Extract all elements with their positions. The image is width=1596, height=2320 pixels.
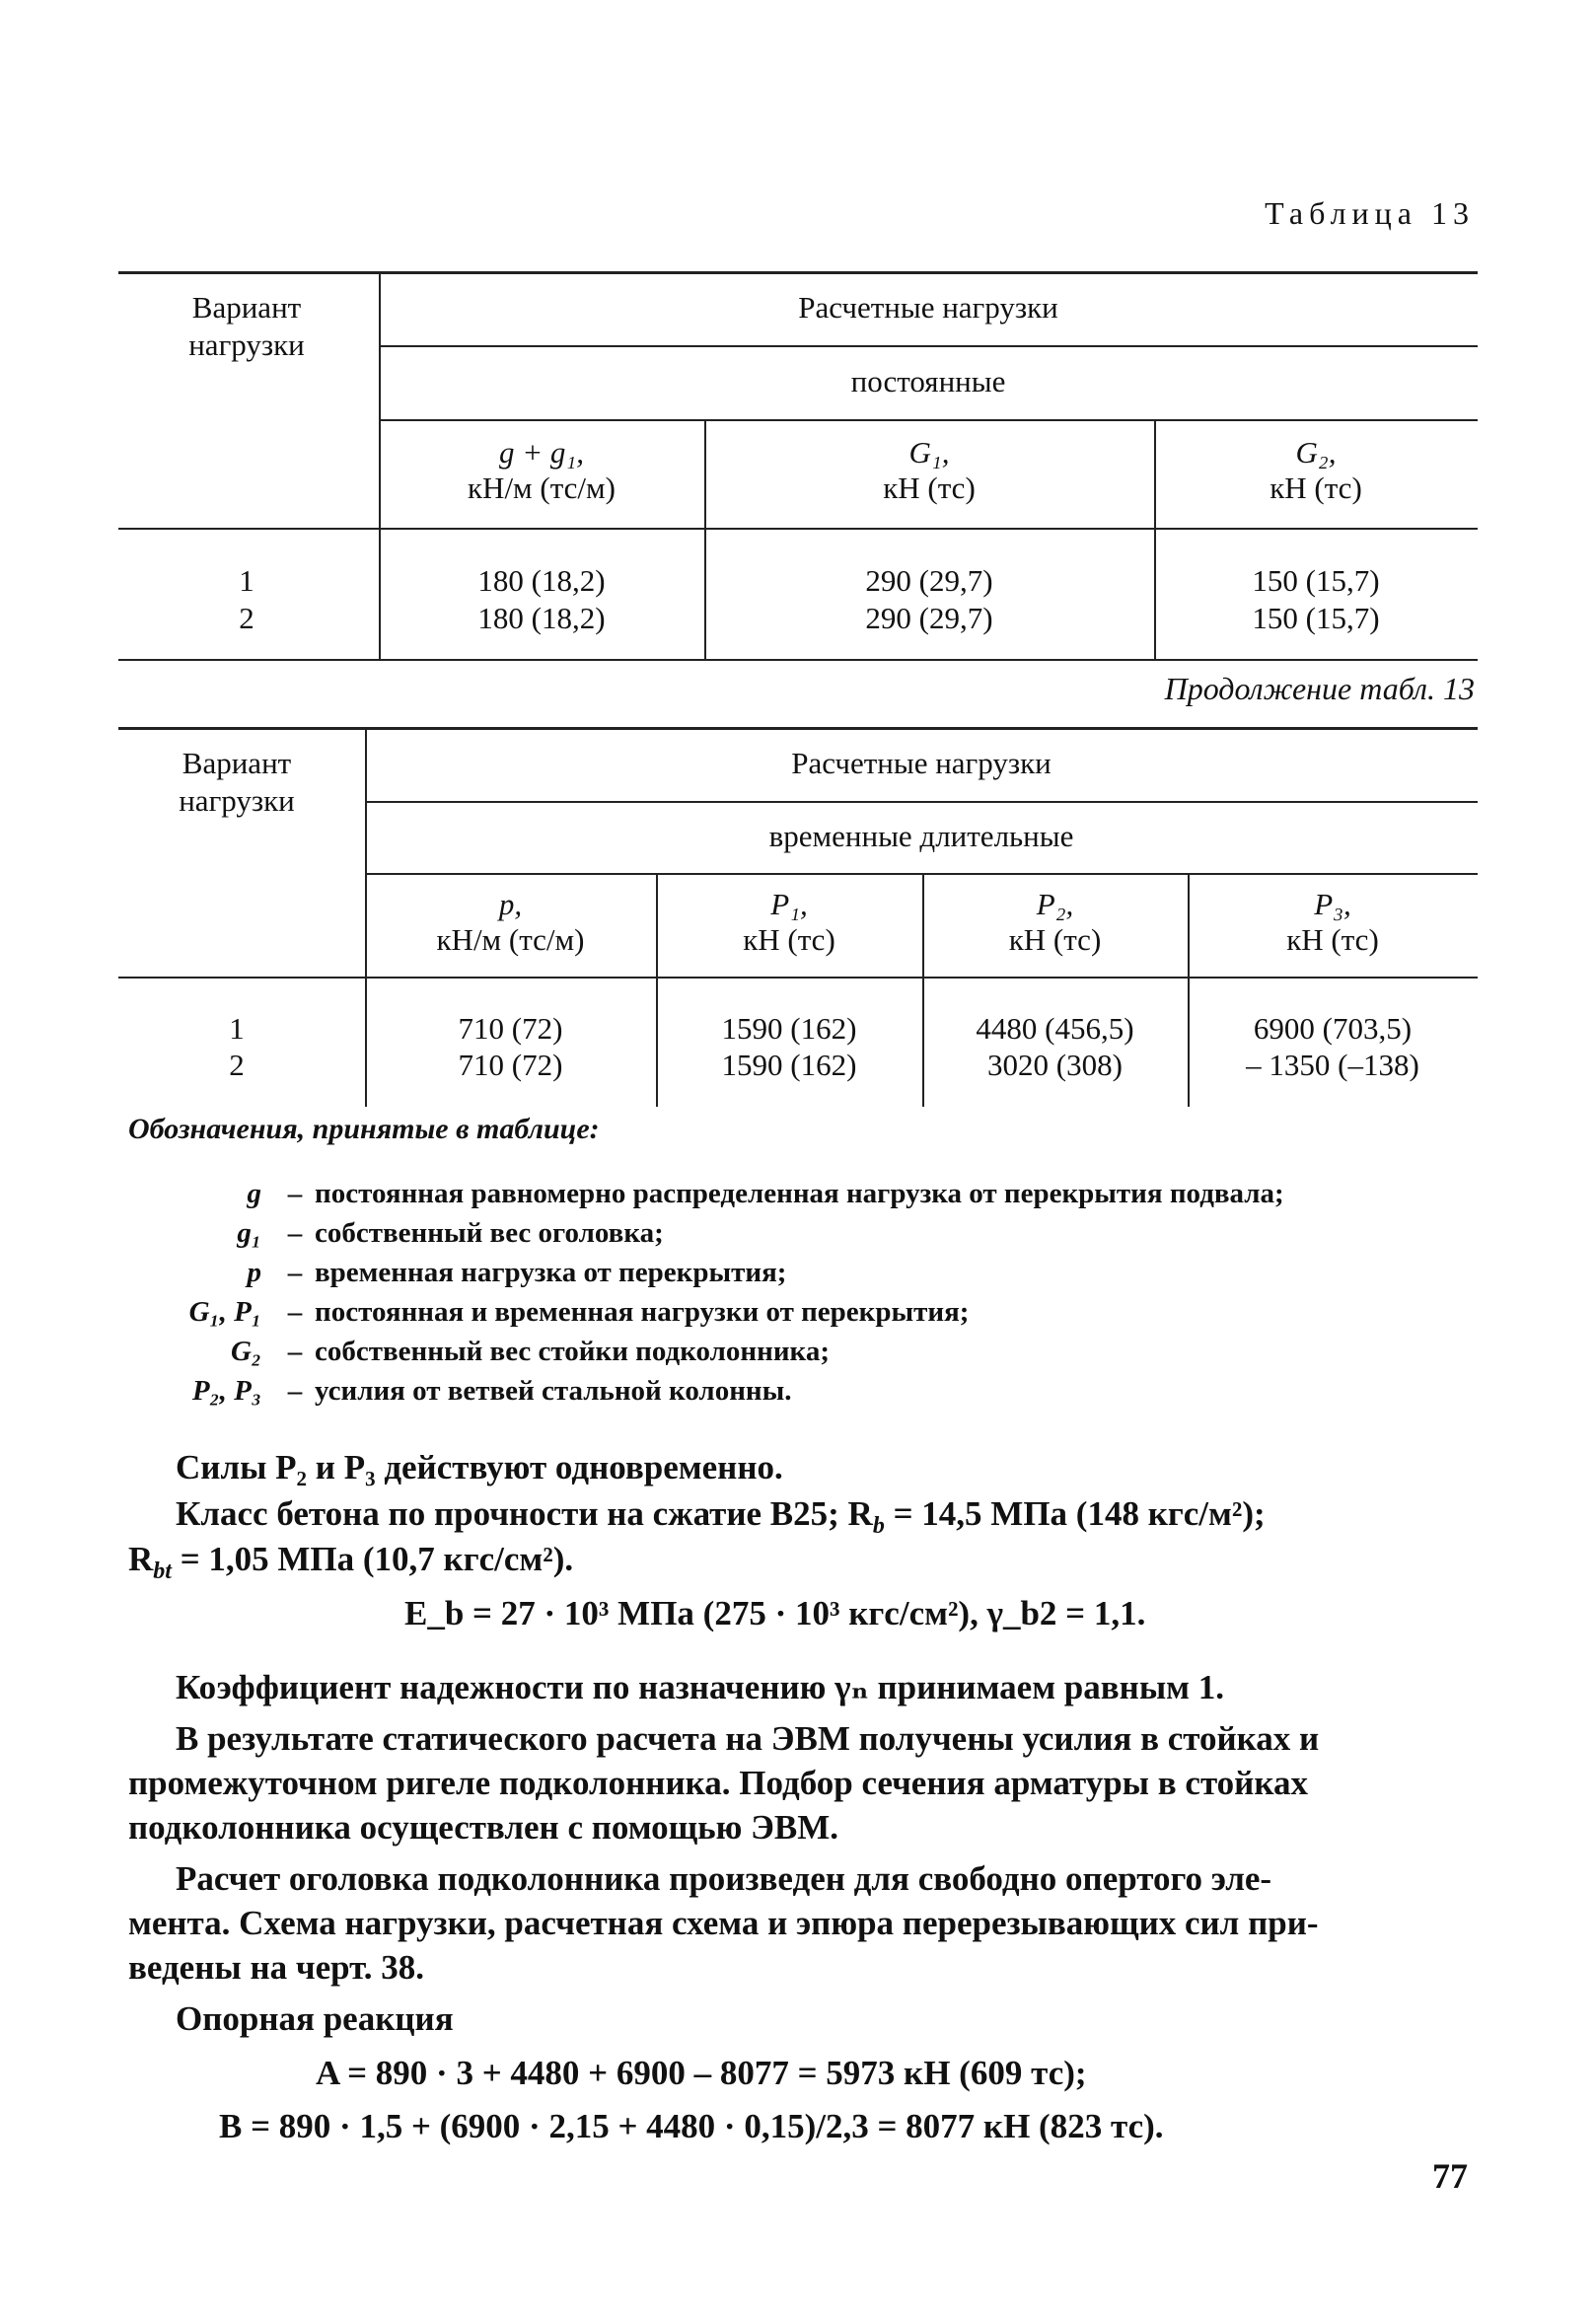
subscript: bt <box>153 1559 172 1584</box>
legend-row <box>138 1253 1284 1292</box>
legend-symbol: g <box>247 1177 261 1209</box>
table-cell: 1590 (162) <box>721 1011 857 1046</box>
table-cell: 180 (18,2) <box>477 563 606 598</box>
paragraph-line <box>128 1537 1450 1594</box>
row-variant: 1 <box>239 563 254 598</box>
legend-text: постоянная равномерно распределенная нагрузка от перекрытия подвала; <box>315 1177 1284 1209</box>
text-span: R <box>128 1540 154 1578</box>
col-unit: кН (тс) <box>1270 471 1362 505</box>
paragraph: Коэффициент надежности по назначению γₙ принимаем равным 1. <box>176 1668 1225 1706</box>
col-unit: кН (тс) <box>883 471 976 505</box>
header-group: Расчетные нагрузки <box>798 290 1058 325</box>
table-rule <box>118 528 1478 530</box>
legend-text: постоянная и временная нагрузки от перекрытия; <box>315 1295 970 1328</box>
col-symbol: G₂, <box>1295 435 1337 470</box>
table-cell: – 1350 (–138) <box>1246 1048 1419 1082</box>
col-symbol: G₁, <box>908 435 950 470</box>
table-rule <box>365 801 1478 803</box>
legend-dash: – <box>287 1374 303 1407</box>
paragraph-line: промежуточном ригеле подколонника. Подбор сечения арматуры в стойках <box>128 1764 1308 1802</box>
col-symbol: P₂, <box>1036 887 1074 921</box>
table-cell: 3020 (308) <box>987 1048 1123 1082</box>
col-symbol: P₁, <box>770 887 808 921</box>
table-cell: 180 (18,2) <box>477 601 606 635</box>
row-variant: 1 <box>229 1011 245 1046</box>
legend-symbol: p <box>247 1256 261 1288</box>
legend-dash: – <box>287 1335 303 1367</box>
paragraph-line: мента. Схема нагрузки, расчетная схема и эпюра перерезывающих сил при- <box>128 1904 1319 1942</box>
header-subgroup: постоянные <box>850 364 1006 399</box>
col-unit: кН/м (тс/м) <box>468 471 616 505</box>
formula-b: B = 890 · 1,5 + (6900 · 2,15 + 4480 · 0,15)/2,3 = 8077 кН (823 тс). <box>219 2107 1164 2145</box>
col-symbol: p, <box>498 887 523 921</box>
table-cell: 150 (15,7) <box>1252 563 1380 598</box>
legend-text: собственный вес оголовка; <box>315 1216 664 1249</box>
paragraph-line: ведены на черт. 38. <box>128 1948 424 1987</box>
legend-dash: – <box>287 1216 303 1249</box>
text-span: = 1,05 МПа (10,7 кгс/см²). <box>171 1540 574 1578</box>
table-rule <box>365 873 1478 875</box>
notes-title: Обозначения, принятые в таблице: <box>128 1113 600 1145</box>
table-cell: 290 (29,7) <box>865 563 993 598</box>
legend-text: собственный вес стойки подколонника; <box>315 1335 830 1367</box>
legend-dash: – <box>287 1295 303 1328</box>
header-variant: Вариант нагрузки <box>188 290 305 362</box>
table-rule <box>379 345 1478 347</box>
table-cell: 1590 (162) <box>721 1048 857 1082</box>
legend-row <box>138 1371 1284 1411</box>
text-span: = 14,5 МПа (148 кгс/м²); <box>884 1494 1266 1533</box>
legend-dash: – <box>287 1256 303 1288</box>
col-unit: кН/м (тс/м) <box>436 922 585 957</box>
header-subgroup: временные длительные <box>768 819 1074 853</box>
header-group: Расчетные нагрузки <box>791 746 1052 780</box>
row-variant: 2 <box>229 1048 245 1082</box>
formula-eb: E_b = 27 · 10³ МПа (275 · 10³ кгс/см²), γ_b2 = 1,1. <box>404 1594 1146 1632</box>
col-unit: кН (тс) <box>1286 922 1379 957</box>
col-unit: кН (тс) <box>743 922 835 957</box>
table-cell: 6900 (703,5) <box>1253 1011 1413 1046</box>
row-variant: 2 <box>239 601 254 635</box>
legend-symbol: g₁ <box>237 1216 261 1249</box>
legend-text: усилия от ветвей стальной колонны. <box>315 1374 792 1407</box>
text-span: Класс бетона по прочности на сжатие В25; R <box>176 1494 873 1533</box>
table-rule <box>118 727 1478 730</box>
table-rule <box>118 659 1478 661</box>
legend-row <box>138 1213 1284 1253</box>
col-unit: кН (тс) <box>1008 922 1102 957</box>
legend-symbol: G₁, P₁ <box>188 1295 261 1328</box>
table-cell: 150 (15,7) <box>1252 601 1380 635</box>
table-cell: 290 (29,7) <box>865 601 993 635</box>
legend-row <box>138 1332 1284 1371</box>
paragraph: Расчет оголовка подколонника произведен для свободно опертого эле- <box>176 1859 1272 1898</box>
table-rule <box>118 977 1478 979</box>
table-continuation-caption: Продолжение табл. 13 <box>1164 671 1475 706</box>
table-cell: 710 (72) <box>458 1048 563 1082</box>
subscript: b <box>872 1513 885 1539</box>
notes-legend <box>138 1174 1284 1411</box>
legend-row <box>138 1174 1284 1213</box>
paragraph: Опорная реакция <box>176 1999 454 2038</box>
page-number: 77 <box>1432 2156 1468 2196</box>
table-cell: 4480 (456,5) <box>976 1011 1134 1046</box>
legend-symbol: G₂ <box>230 1335 261 1367</box>
table-rule <box>379 419 1478 421</box>
paragraph-line: подколонника осуществлен с помощью ЭВМ. <box>128 1808 839 1847</box>
table-rule <box>118 271 1478 274</box>
legend-text: временная нагрузка от перекрытия; <box>315 1256 787 1288</box>
table-cell: 710 (72) <box>458 1011 563 1046</box>
formula-a: A = 890 · 3 + 4480 + 6900 – 8077 = 5973 кН (609 тс); <box>316 2054 1087 2092</box>
header-variant: Вариант нагрузки <box>179 746 295 818</box>
legend-dash: – <box>287 1177 303 1209</box>
col-symbol: g + g₁, <box>499 435 584 470</box>
col-symbol: P₃, <box>1314 887 1351 921</box>
legend-row <box>138 1292 1284 1332</box>
table-caption: Таблица 13 <box>1265 195 1475 231</box>
legend-symbol: P₂, P₃ <box>191 1374 261 1407</box>
paragraph: Силы P₂ и P₃ действуют одновременно. <box>176 1448 783 1486</box>
paragraph: В результате статического расчета на ЭВМ получены усилия в стойках и <box>176 1719 1320 1758</box>
